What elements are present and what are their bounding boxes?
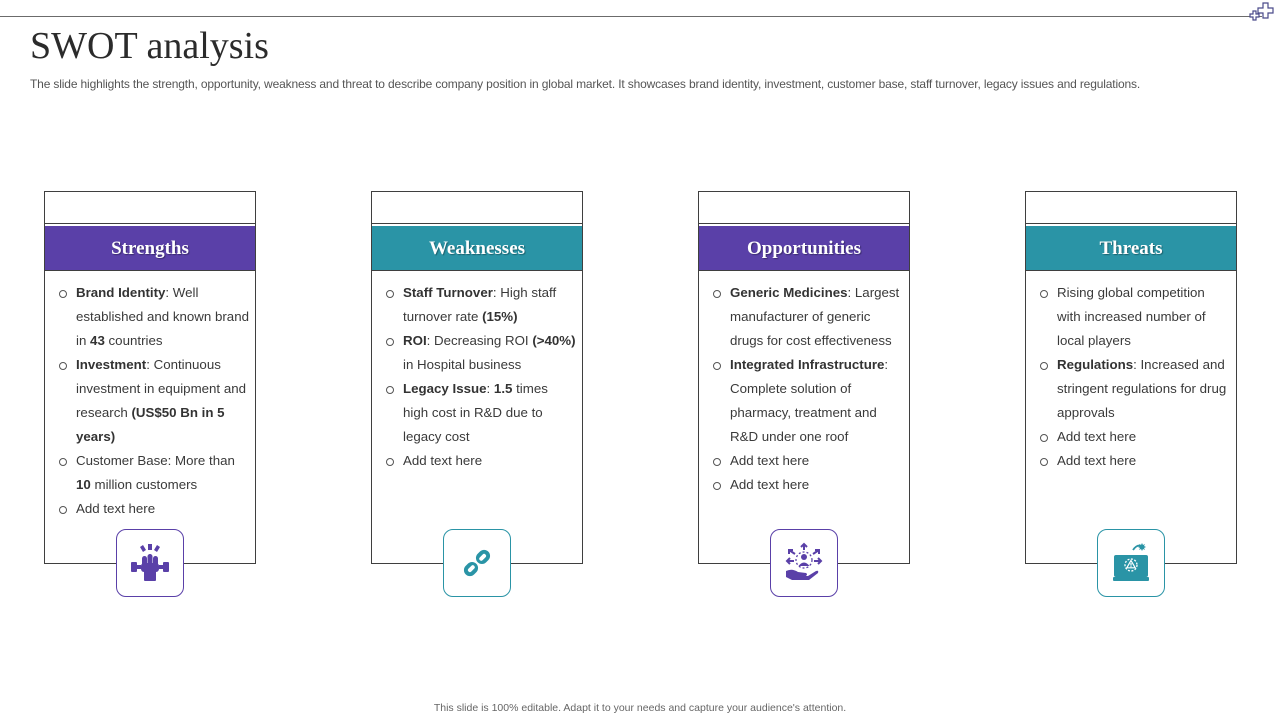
hand-person-arrows-icon (782, 541, 826, 585)
bullet-bold-text: Brand Identity (76, 285, 166, 300)
bullet-text: Add text here (730, 453, 810, 468)
weaknesses-heading: Weaknesses (428, 237, 526, 259)
bullet-item (384, 449, 576, 473)
slide-title: SWOT analysis (30, 25, 269, 67)
bullet-bold-text: (>40%) (532, 333, 576, 348)
slide-footer: This slide is 100% editable. Adapt it to your needs and capture your audience's attention. (433, 702, 847, 714)
broken-link-icon (457, 543, 497, 583)
bullet-bold-text: 10 (76, 477, 91, 492)
bullet-text: Add text here (730, 477, 810, 492)
bullet-item (57, 497, 249, 521)
threats-icon-box (1097, 529, 1165, 597)
bullet-item (711, 353, 903, 449)
weaknesses-header (372, 226, 582, 271)
bullet-text: : (486, 381, 494, 396)
bullet-text: Add text here (1057, 429, 1137, 444)
top-rule (0, 16, 1262, 17)
bullet-bold-text: ROI (403, 333, 427, 348)
bullet-text: in Hospital business (403, 357, 522, 372)
bullet-text: Rising global competition with increased number of local players (1057, 285, 1206, 348)
bullet-bold-text: (15%) (482, 309, 518, 324)
threats-heading: Threats (1099, 237, 1163, 259)
bullet-text: Add text here (1057, 453, 1137, 468)
bullet-text: Customer Base: More than (76, 453, 235, 468)
bullet-bold-text: Generic Medicines (730, 285, 848, 300)
card-divider (1026, 223, 1236, 224)
bullet-text: : Continuous investment in equipment and research (76, 357, 247, 420)
bullet-bold-text: Regulations (1057, 357, 1134, 372)
bullet-bold-text: Legacy Issue (403, 381, 487, 396)
bullet-item (711, 281, 903, 353)
raised-fist-icon (128, 541, 172, 585)
opportunities-icon-box (770, 529, 838, 597)
bullet-text: countries (104, 333, 163, 348)
bullet-bold-text: (US$50 Bn in 5 years) (76, 405, 225, 444)
card-divider (45, 270, 255, 271)
bullet-text: : Well established and known brand in (76, 285, 249, 348)
threats-header (1026, 226, 1236, 271)
card-divider (372, 223, 582, 224)
opportunities-card (698, 191, 910, 564)
card-divider (45, 223, 255, 224)
bullet-item (57, 353, 249, 449)
bullet-bold-text: 43 (90, 333, 105, 348)
bullet-bold-text: Integrated Infrastructure (730, 357, 885, 372)
bullet-text: Add text here (403, 453, 483, 468)
card-divider (699, 223, 909, 224)
threats-card (1025, 191, 1237, 564)
bullet-bold-text: Staff Turnover (403, 285, 493, 300)
bullet-text: : Largest manufacturer of generic drugs for cost effectiveness (730, 285, 900, 348)
bullet-item (384, 377, 576, 449)
warning-bomb-icon (1109, 541, 1153, 585)
bullet-item (1038, 353, 1230, 425)
bullet-text: million customers (90, 477, 198, 492)
plus-cross-icon (1248, 2, 1276, 24)
bullet-text: : High staff turnover rate (403, 285, 557, 324)
bullet-item (57, 281, 249, 353)
strengths-heading: Strengths (111, 237, 189, 259)
slide-subtitle: The slide highlights the strength, opportunity, weakness and threat to describe company position in global market. It showcases brand identity, investment, customer base, staff turnover, legacy issues and regulations. (30, 77, 1141, 91)
bullet-text: Add text here (76, 501, 156, 516)
weaknesses-card (371, 191, 583, 564)
bullet-item (384, 329, 576, 377)
bullet-text: : Decreasing ROI (426, 333, 533, 348)
opportunities-header (699, 226, 909, 271)
bullet-item (711, 473, 903, 497)
bullet-text: : Increased and stringent regulations for drug approvals (1057, 357, 1227, 420)
bullet-item (384, 281, 576, 329)
opportunities-list (711, 281, 903, 497)
card-divider (372, 270, 582, 271)
bullet-bold-text: 1.5 (493, 381, 513, 396)
strengths-header (45, 226, 255, 271)
strengths-card (44, 191, 256, 564)
bullet-item (1038, 281, 1230, 353)
strengths-list (57, 281, 249, 521)
threats-list (1038, 281, 1230, 473)
opportunities-heading: Opportunities (746, 237, 862, 259)
card-divider (699, 270, 909, 271)
bullet-item (1038, 425, 1230, 449)
bullet-item (711, 449, 903, 473)
card-divider (1026, 270, 1236, 271)
bullet-bold-text: Investment (76, 357, 147, 372)
bullet-text: times high cost in R&D due to legacy cost (403, 381, 548, 444)
weaknesses-list (384, 281, 576, 473)
bullet-item (1038, 449, 1230, 473)
bullet-item (57, 449, 249, 497)
strengths-icon-box (116, 529, 184, 597)
bullet-text: : Complete solution of pharmacy, treatment and R&D under one roof (730, 357, 889, 444)
weaknesses-icon-box (443, 529, 511, 597)
